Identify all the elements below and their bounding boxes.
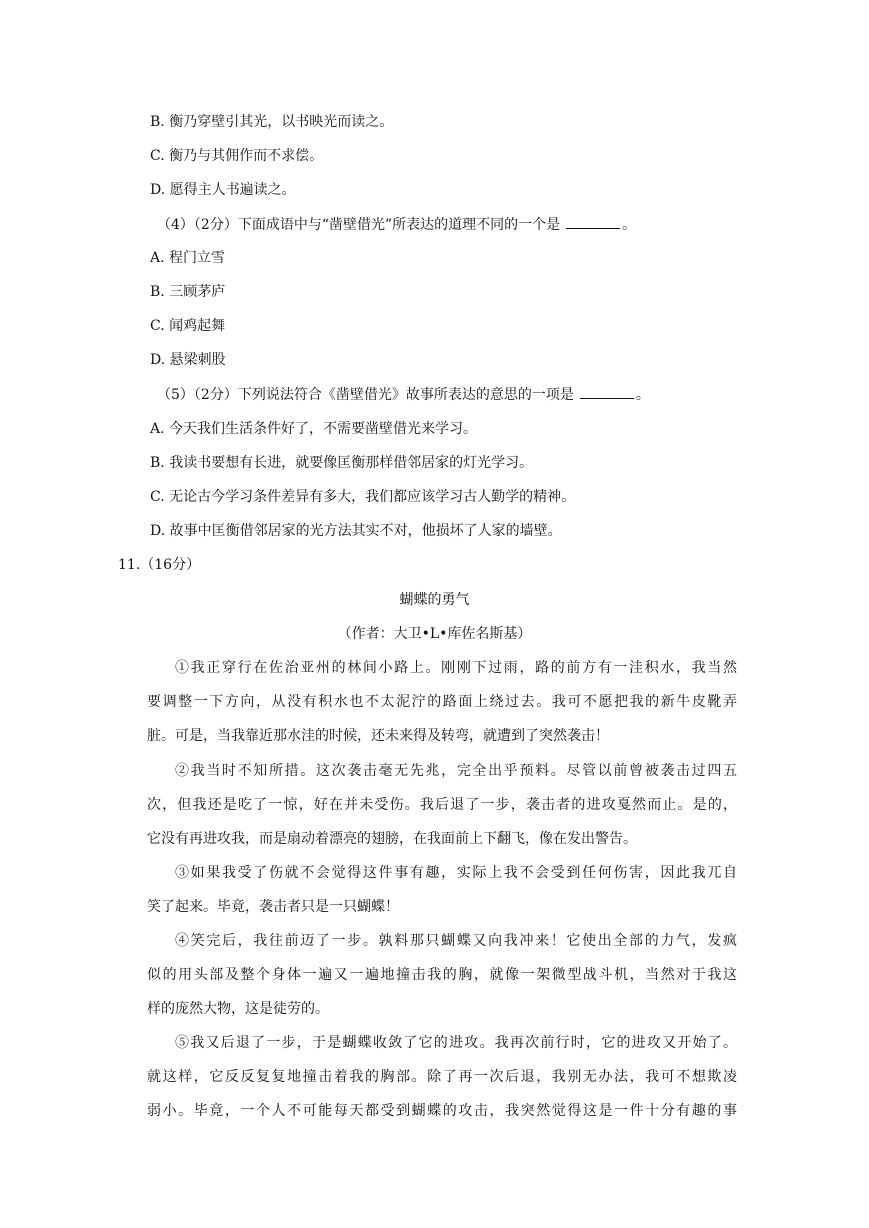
q4-stem-text: （4）（2分）下面成语中与“凿壁借光”所表达的道理不同的一个是 bbox=[157, 217, 561, 233]
q4-option-b: B. 三顾茅庐 bbox=[150, 284, 226, 300]
passage-line: ②我当时不知所措。这次袭击毫无先兆，完全出乎预料。尽管以前曾被袭击过四五 bbox=[175, 763, 737, 779]
q4-stem-end: 。 bbox=[622, 217, 637, 233]
q5-option-c: C. 无论古今学习条件差异有多大，我们都应该学习古人勤学的精神。 bbox=[150, 489, 576, 505]
q4-answer-blank[interactable] bbox=[566, 214, 620, 229]
passage-line: 笑了起来。毕竟，袭击者只是一只蝴蝶！ bbox=[147, 899, 399, 915]
passage-line: ④笑完后，我往前迈了一步。孰料那只蝴蝶又向我冲来！它使出全部的力气，发疯 bbox=[175, 933, 737, 949]
passage-line: 弱小。毕竟，一个人不可能每天都受到蝴蝶的攻击，我突然觉得这是一件十分有趣的事 bbox=[147, 1103, 737, 1119]
q4-stem bbox=[157, 214, 636, 235]
q5-option-a: A. 今天我们生活条件好了，不需要凿壁借光来学习。 bbox=[150, 421, 478, 437]
q5-stem bbox=[157, 384, 650, 405]
q5-option-b: B. 我读书要想有长进，就要像匡衡那样借邻居家的灯光学习。 bbox=[150, 455, 534, 471]
q5-answer-blank[interactable] bbox=[580, 384, 634, 399]
passage-line: ⑤我又后退了一步，于是蝴蝶收敛了它的进攻。我再次前行时，它的进攻又开始了。 bbox=[175, 1035, 737, 1051]
q4-option-d: D. 悬梁刺股 bbox=[150, 352, 226, 368]
q3-option-c: C. 衡乃与其佣作而不求偿。 bbox=[150, 148, 324, 164]
q11-number: 11.（16分） bbox=[118, 557, 201, 573]
q5-option-d: D. 故事中匡衡借邻居家的光方法其实不对，他损坏了人家的墙壁。 bbox=[150, 523, 562, 539]
passage-line: 似的用头部及整个身体一遍又一遍地撞击我的胸，就像一架微型战斗机，当然对于我这 bbox=[147, 967, 737, 983]
passage-title: 蝴蝶的勇气 bbox=[399, 592, 470, 608]
q4-option-c: C. 闻鸡起舞 bbox=[150, 318, 226, 334]
passage-line: 它没有再进攻我，而是扇动着漂亮的翅膀，在我面前上下翻飞，像在发出警告。 bbox=[147, 831, 637, 847]
passage-line: 次，但我还是吃了一惊，好在并未受伤。我后退了一步，袭击者的进攻戛然而止。是的， bbox=[147, 797, 737, 813]
passage-author: （作者：大卫•L•库佐名斯基） bbox=[337, 626, 532, 642]
passage-line: 就这样，它反反复复地撞击着我的胸部。除了再一次后退，我别无办法，我可不想欺凌 bbox=[147, 1069, 737, 1085]
passage-line: 样的庞然大物，这是徒劳的。 bbox=[147, 1001, 329, 1017]
q4-option-a: A. 程门立雪 bbox=[150, 250, 226, 266]
passage-line: 要调整一下方向，从没有积水也不太泥泞的路面上绕过去。我可不愿把我的新牛皮靴弄 bbox=[147, 694, 737, 710]
q3-option-d: D. 愿得主人书遍读之。 bbox=[150, 182, 296, 198]
q5-stem-text: （5）（2分）下列说法符合《凿壁借光》故事所表达的意思的一项是 bbox=[157, 387, 574, 403]
passage-line: ③如果我受了伤就不会觉得这件事有趣，实际上我不会受到任何伤害，因此我兀自 bbox=[175, 865, 737, 881]
passage-line: 脏。可是，当我靠近那水洼的时候，还未来得及转弯，就遭到了突然袭击！ bbox=[147, 728, 609, 744]
passage-line: ①我正穿行在佐治亚州的林间小路上。刚刚下过雨，路的前方有一洼积水，我当然 bbox=[175, 660, 737, 676]
q5-stem-end: 。 bbox=[635, 387, 650, 403]
q3-option-b: B. 衡乃穿壁引其光，以书映光而读之。 bbox=[150, 114, 394, 130]
